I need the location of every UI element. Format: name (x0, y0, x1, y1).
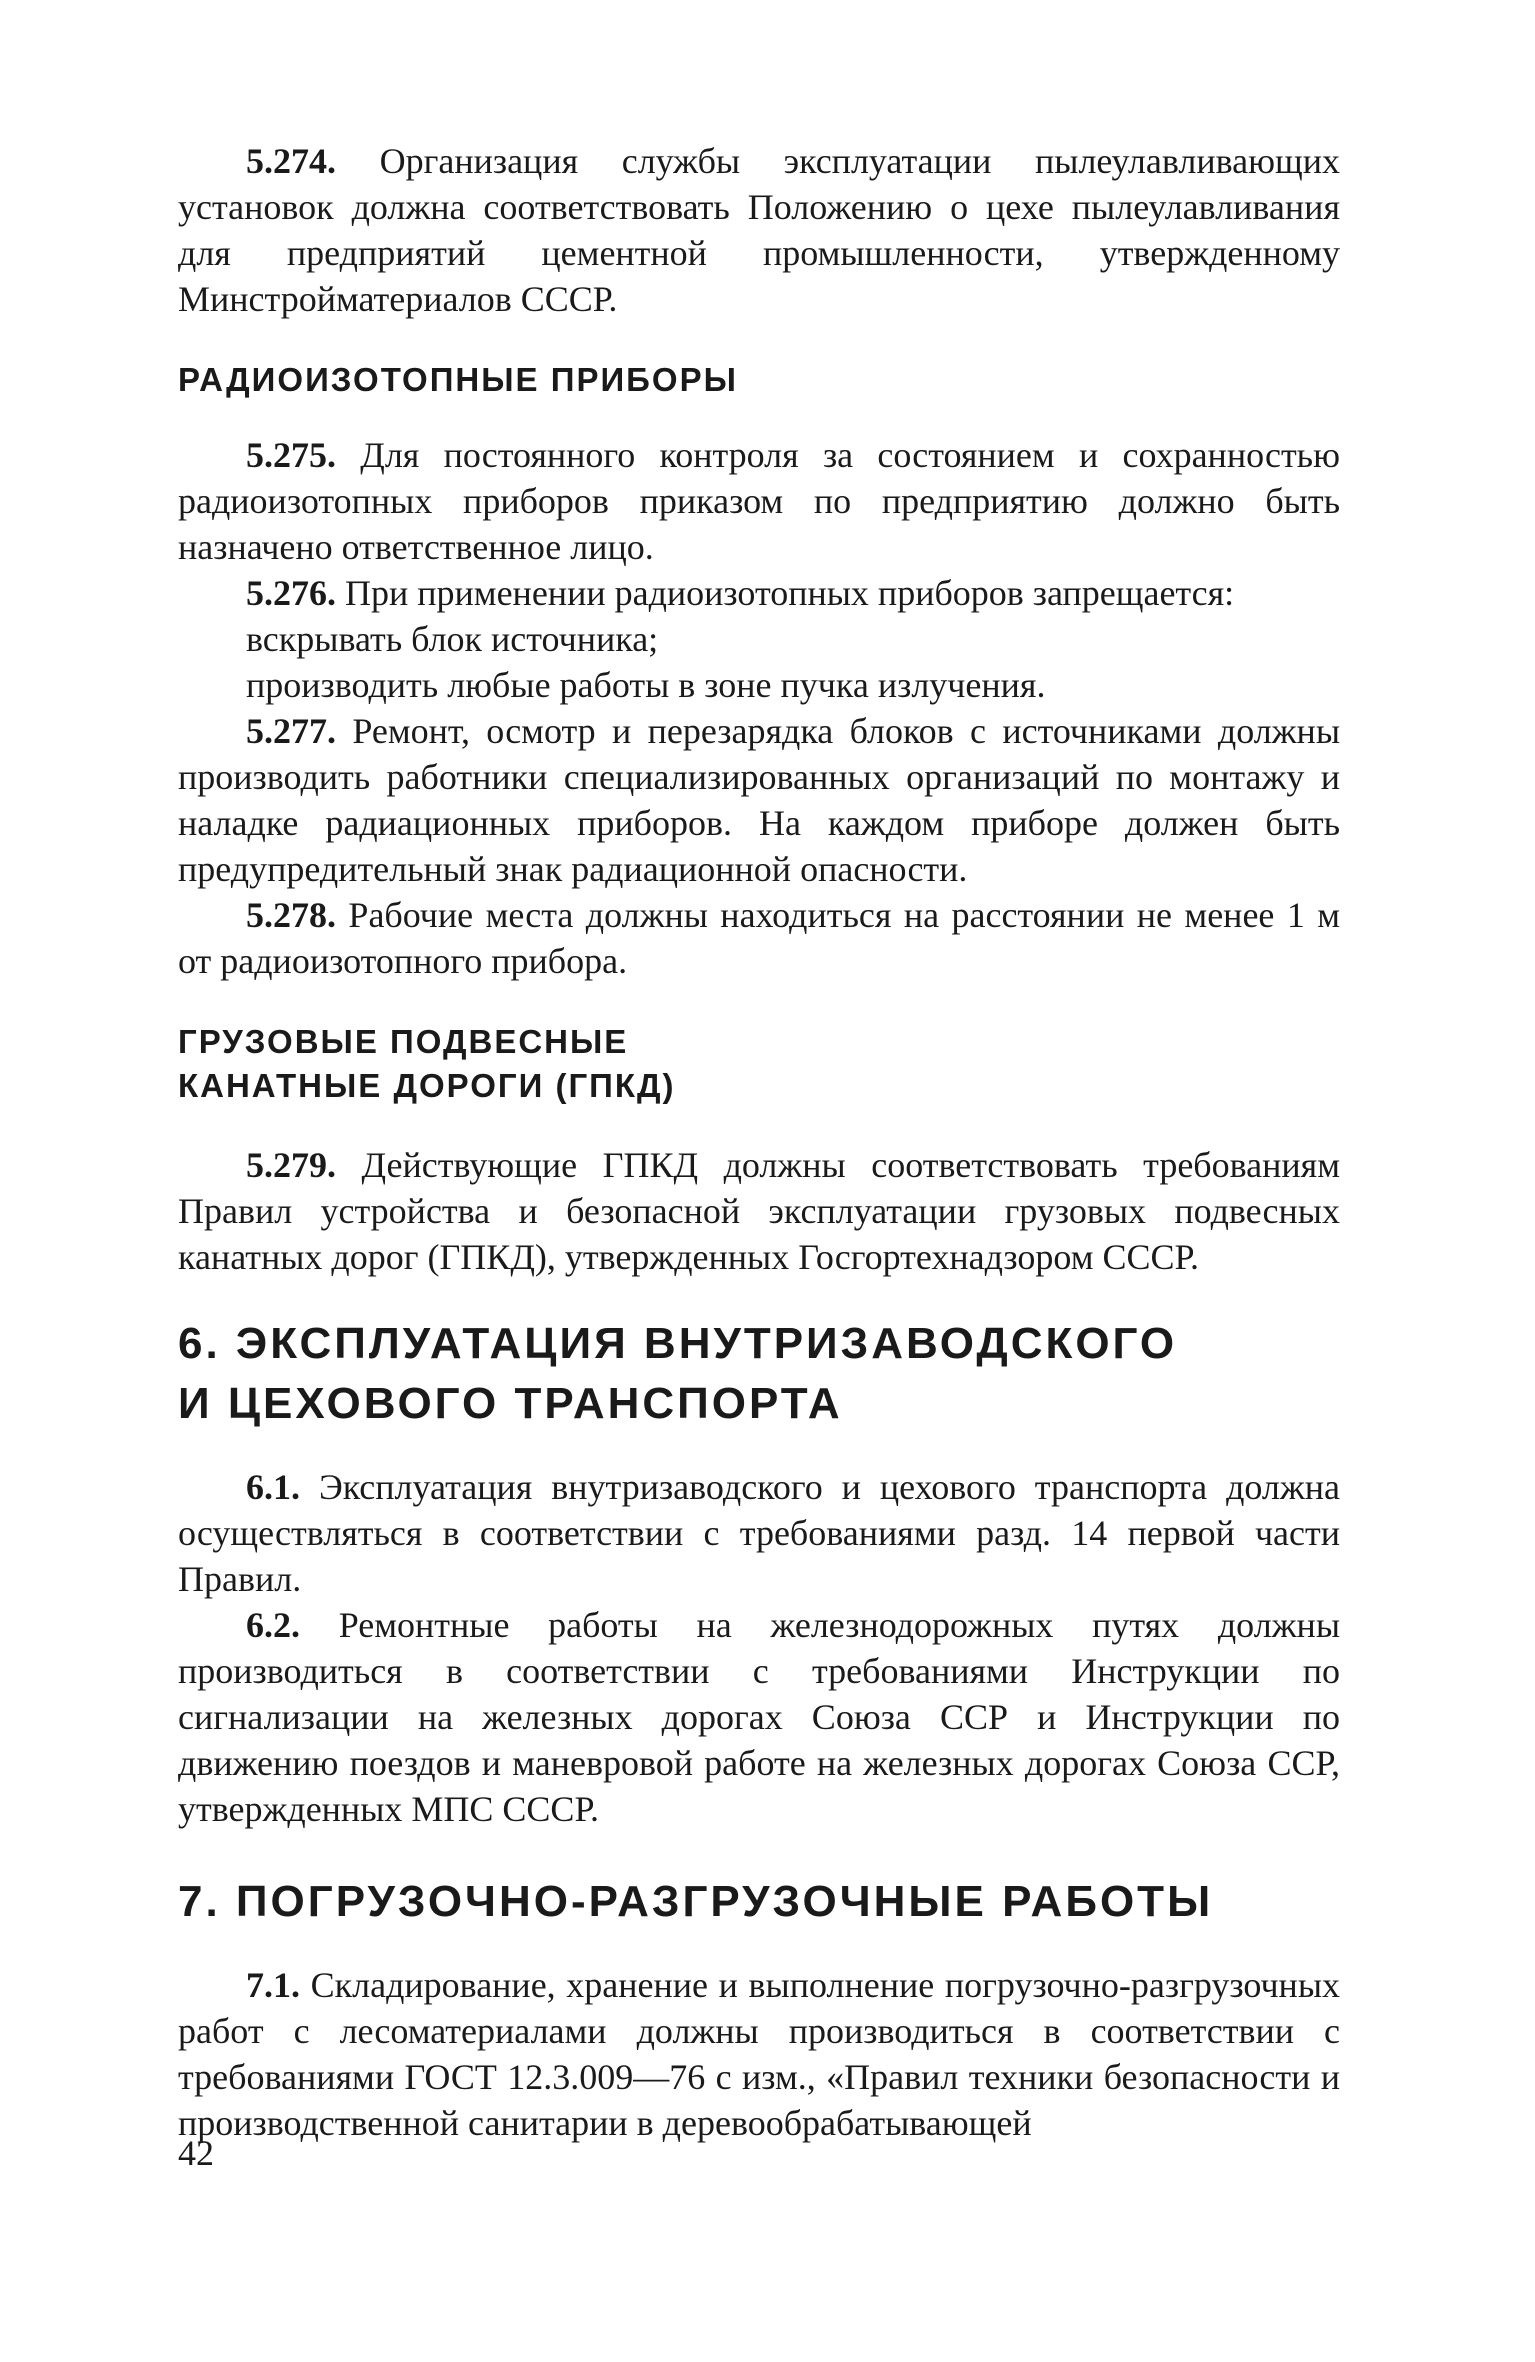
clause-text: Ремонт, осмотр и перезарядка блоков с источниками должны производить работники специализированных организаций по монтажу и наладке радиационных приборов. На каждом приборе должен быть предупредительный знак радиационной опасности. (178, 711, 1341, 889)
paragraph-6-1 (178, 1464, 1340, 1602)
clause-number: 5.276. (246, 573, 336, 613)
clause-text: При применении радиоизотопных приборов запрещается: (345, 573, 1235, 613)
paragraph-6-2 (178, 1602, 1340, 1832)
page-number: 42 (178, 2133, 214, 2173)
clause-text: Для постоянного контроля за состоянием и сохранностью радиоизотопных приборов приказом по предприятию должно быть назначено ответственное лицо. (178, 435, 1340, 567)
clause-text: Эксплуатация внутризаводского и цехового транспорта должна осуществляться в соответствии с требованиями разд. 14 первой части Правил. (178, 1467, 1340, 1599)
clause-number: 6.1. (246, 1467, 300, 1507)
paragraph-5-279 (178, 1142, 1340, 1280)
clause-text: Складирование, хранение и выполнение погрузочно-разгрузочных работ с лесоматериалами должны производиться в соответствии с требованиями ГОСТ 12.3.009—76 с изм., «Правил техники безопасности и производственной санитарии в деревообрабатывающей (178, 1965, 1341, 2143)
chapter-heading-7: 7. ПОГРУЗОЧНО-РАЗГРУЗОЧНЫЕ РАБОТЫ (178, 1877, 1214, 1926)
clause-number: 5.275. (246, 435, 336, 475)
paragraph-5-277 (178, 708, 1340, 892)
chapter-heading-6: 6. ЭКСПЛУАТАЦИЯ ВНУТРИЗАВОДСКОГО И ЦЕХОВОГО ТРАНСПОРТА (178, 1319, 1178, 1428)
clause-number: 5.278. (246, 895, 336, 935)
paragraph-5-278 (178, 892, 1340, 984)
list-item-beam-zone-work: производить любые работы в зоне пучка излучения. (246, 665, 1046, 705)
clause-number: 5.277. (246, 711, 336, 751)
clause-text: Действующие ГПКД должны соответствовать требованиям Правил устройства и безопасной эксплуатации грузовых подвесных канатных дорог (ГПКД), утвержденных Госгортехнадзором СССР. (178, 1145, 1340, 1277)
clause-number: 5.274. (246, 141, 336, 181)
list-item-open-source-block: вскрывать блок источника; (246, 619, 659, 659)
clause-text: Рабочие места должны находиться на расстоянии не менее 1 м от радиоизотопного прибора. (178, 895, 1341, 981)
section-heading-radioisotope: РАДИОИЗОТОПНЫЕ ПРИБОРЫ (178, 361, 738, 398)
clause-text: Организация службы эксплуатации пылеулавливающих установок должна соответствовать Положению о цехе пылеулавливания для предприятий цементной промышленности, утвержденному Минстройматериалов СССР. (178, 141, 1340, 319)
clause-number: 7.1. (246, 1965, 300, 2005)
paragraph-7-1 (178, 1962, 1340, 2146)
page-body (178, 138, 1340, 2146)
paragraph-5-275 (178, 432, 1340, 570)
paragraph-5-276 (178, 570, 1340, 616)
clause-number: 5.279. (246, 1145, 336, 1185)
clause-text: Ремонтные работы на железнодорожных путях должны производиться в соответствии с требованиями Инструкции по сигнализации на железных дорогах Союза ССР и Инструкции по движению поездов и маневровой работе на железных дорогах Союза ССР, утвержденных МПС СССР. (178, 1605, 1341, 1829)
paragraph-5-274 (178, 138, 1340, 322)
clause-number: 6.2. (246, 1605, 300, 1645)
section-heading-cableways: ГРУЗОВЫЕ ПОДВЕСНЫЕ КАНАТНЫЕ ДОРОГИ (ГПКД) (178, 1023, 676, 1104)
